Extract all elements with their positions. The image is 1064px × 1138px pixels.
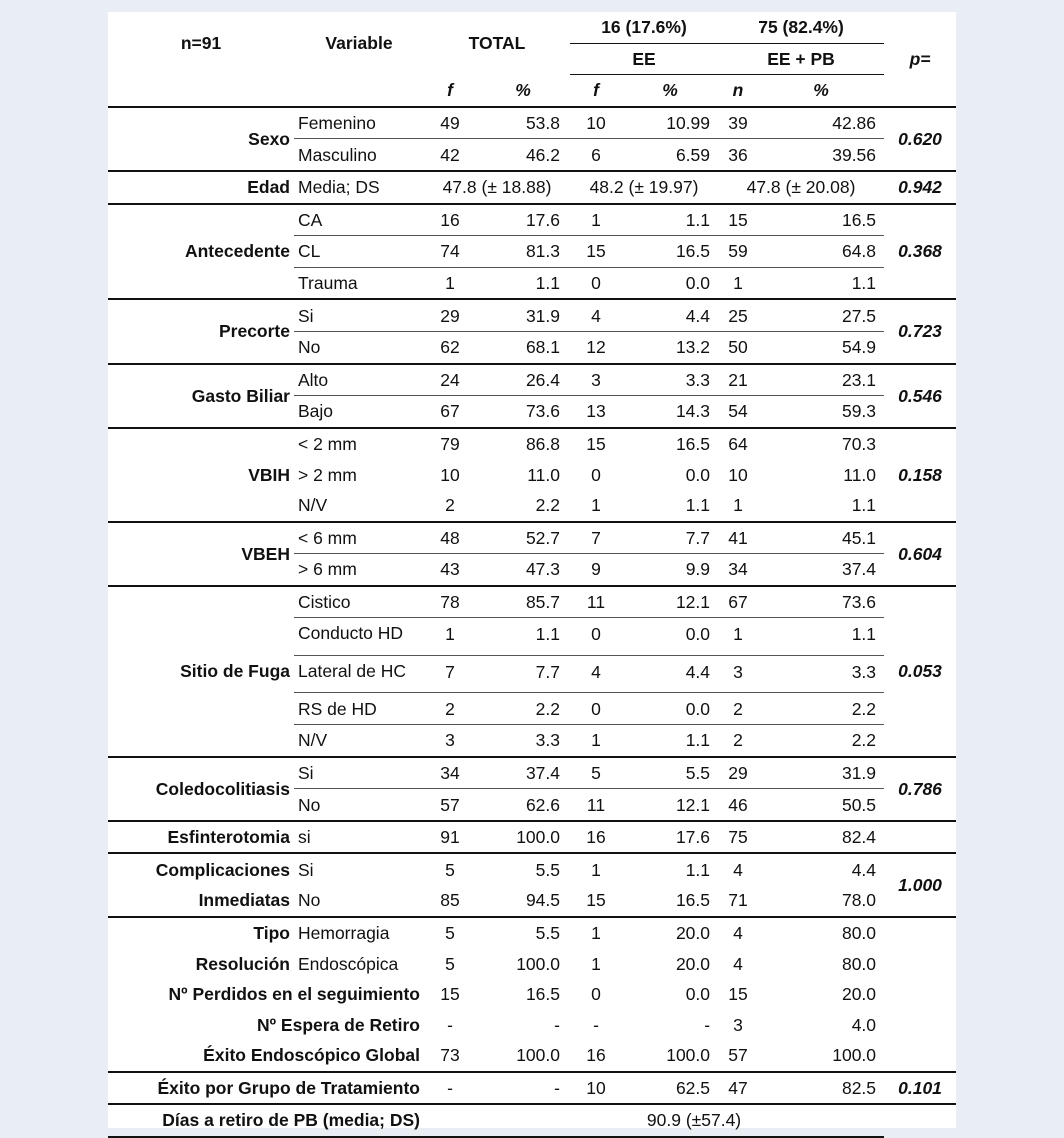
- cell: 62.6: [476, 789, 570, 821]
- var-label: Éxito Endoscópico Global: [203, 1045, 420, 1066]
- cell: 5: [570, 757, 622, 789]
- sub-f2: f: [593, 80, 599, 101]
- var-label: Esfinterotomia: [108, 821, 294, 854]
- cell: 47.8 (± 20.08): [718, 171, 884, 204]
- cell: 5.5: [476, 853, 570, 885]
- cell: 5: [424, 853, 476, 885]
- cell: 34: [718, 554, 758, 586]
- cell: 0.0: [685, 464, 711, 485]
- cat-label: RS de HD: [294, 693, 424, 725]
- cat-label: < 2 mm: [294, 428, 424, 460]
- cell: 85: [440, 890, 460, 911]
- cell: 4: [733, 953, 743, 974]
- cell: 4: [718, 917, 758, 949]
- cell: 2.2: [535, 495, 560, 516]
- cell: 42.86: [758, 107, 884, 139]
- cell: 9: [570, 554, 622, 586]
- cell: 1.1: [622, 725, 718, 757]
- cell: 39.56: [758, 139, 884, 171]
- header-row-1: [108, 12, 956, 43]
- cell: 0.0: [622, 267, 718, 299]
- cell: 5.5: [622, 757, 718, 789]
- cell: 26.4: [476, 364, 570, 396]
- cell: 12.1: [622, 789, 718, 821]
- cell: 34: [424, 757, 476, 789]
- cell: 1.1: [622, 853, 718, 885]
- cell: 64: [718, 428, 758, 460]
- cell: 11.0: [843, 464, 877, 485]
- cell: 50.5: [758, 789, 884, 821]
- cell: 6.59: [622, 139, 718, 171]
- cat-label: No: [294, 789, 424, 821]
- cell: 7.7: [622, 522, 718, 554]
- header-group2-label: EE + PB: [718, 43, 884, 75]
- cell: 15: [440, 984, 460, 1005]
- cell: 64.8: [758, 236, 884, 268]
- cell: 10: [440, 464, 460, 485]
- cell: 59: [718, 236, 758, 268]
- cat-label: Media; DS: [294, 171, 424, 204]
- cell: 100.0: [832, 1045, 877, 1066]
- cell: 2: [718, 725, 758, 757]
- table-row: [108, 853, 956, 885]
- p-value: 0.942: [884, 171, 956, 204]
- cell: -: [424, 1072, 476, 1105]
- cat-label: Conducto HD: [294, 618, 424, 656]
- header-row-3: [108, 75, 956, 107]
- cell: 68.1: [476, 331, 570, 363]
- cell: 49: [424, 107, 476, 139]
- cell: 62: [424, 331, 476, 363]
- cell: 82.5: [758, 1072, 884, 1105]
- cell: 3: [424, 725, 476, 757]
- table-page: [108, 12, 956, 1131]
- cell: 4.0: [851, 1014, 877, 1035]
- results-table: [108, 12, 956, 1138]
- cell: 86.8: [476, 428, 570, 460]
- cell: 73.6: [758, 586, 884, 618]
- cell: 21: [718, 364, 758, 396]
- cell: 62.5: [622, 1072, 718, 1105]
- cell: 11: [570, 586, 622, 618]
- cell: 4: [570, 655, 622, 693]
- cell: 80.0: [841, 953, 877, 974]
- cell: 36: [718, 139, 758, 171]
- cell: 10: [570, 1072, 622, 1105]
- cell: 75: [718, 821, 758, 854]
- cell: 17.6: [622, 821, 718, 854]
- cell: 42: [424, 139, 476, 171]
- cell: 0: [591, 464, 601, 485]
- cell: 3.3: [476, 725, 570, 757]
- table-row: [108, 1009, 956, 1040]
- cell: 12.1: [622, 586, 718, 618]
- cell: 6: [570, 139, 622, 171]
- p-value: 0.620: [884, 107, 956, 171]
- header-n: n=91: [180, 33, 222, 54]
- var-label: Tipo: [108, 917, 294, 949]
- cell: 15: [718, 204, 758, 236]
- cell: 1: [570, 204, 622, 236]
- header-group2-count: 75 (82.4%): [718, 12, 884, 43]
- header-total: TOTAL: [468, 33, 526, 54]
- cat-label: Bajo: [294, 396, 424, 428]
- cell: 10: [570, 107, 622, 139]
- cell: 1: [570, 917, 622, 949]
- cell: 7.7: [476, 655, 570, 693]
- table-row: [108, 757, 956, 789]
- var-label: Complicaciones: [108, 853, 294, 885]
- cat-label: Si: [294, 757, 424, 789]
- cat-label: si: [294, 821, 424, 854]
- p-value: 0.053: [884, 586, 956, 757]
- sub-n3: n: [732, 80, 744, 101]
- cell: 47: [718, 1072, 758, 1105]
- var-label: Edad: [108, 171, 294, 204]
- cell: -: [447, 1014, 453, 1035]
- cell: 10.99: [622, 107, 718, 139]
- var-label: Nº Perdidos en el seguimiento: [168, 984, 420, 1005]
- cell: 48: [424, 522, 476, 554]
- cell: 1.1: [758, 618, 884, 656]
- cell: 11: [570, 789, 622, 821]
- cell: 20.0: [841, 984, 877, 1005]
- cell: 100.0: [516, 953, 560, 974]
- var-label: Días a retiro de PB (media; DS): [108, 1104, 424, 1137]
- cell: 54.9: [758, 331, 884, 363]
- cell: 100.0: [476, 821, 570, 854]
- cell: 0.0: [622, 618, 718, 656]
- cell: 90.9 (±57.4): [570, 1104, 884, 1137]
- cell: -: [476, 1072, 570, 1105]
- cell: 1.1: [851, 495, 877, 516]
- cell: 46: [718, 789, 758, 821]
- cell: 1: [718, 618, 758, 656]
- var-label: Éxito por Grupo de Tratamiento: [108, 1072, 424, 1105]
- cell: 80.0: [758, 917, 884, 949]
- cell: 57: [424, 789, 476, 821]
- cell: 91: [424, 821, 476, 854]
- table-row: [108, 1104, 956, 1137]
- cell: 4: [570, 299, 622, 331]
- cat-label: N/V: [294, 725, 424, 757]
- p-value: 0.101: [884, 1072, 956, 1105]
- cell: 0: [591, 984, 601, 1005]
- cell: 82.4: [758, 821, 884, 854]
- p-value: 0.723: [884, 299, 956, 363]
- cat-label: Si: [294, 853, 424, 885]
- cat-label: No: [298, 890, 321, 911]
- cell: 85.7: [476, 586, 570, 618]
- cat-label: Endoscópica: [298, 953, 399, 974]
- cell: 100.0: [666, 1045, 711, 1066]
- cell: 11.0: [527, 464, 560, 485]
- cell: 16: [586, 1045, 606, 1066]
- cell: 16.5: [758, 204, 884, 236]
- var-label: Gasto Biliar: [108, 364, 294, 428]
- cell: 37.4: [758, 554, 884, 586]
- cell: 16.5: [525, 984, 560, 1005]
- cell: 67: [718, 586, 758, 618]
- cell: 67: [424, 396, 476, 428]
- sub-pct1: %: [515, 80, 531, 101]
- header-group1-label: EE: [570, 43, 718, 75]
- cell: 20.0: [675, 953, 711, 974]
- cell: 94.5: [525, 890, 560, 911]
- cell: 1: [591, 495, 601, 516]
- cat-label: Hemorragia: [294, 917, 424, 949]
- cell: 45.1: [758, 522, 884, 554]
- cell: 81.3: [476, 236, 570, 268]
- cell: 52.7: [476, 522, 570, 554]
- var-label: Precorte: [108, 299, 294, 363]
- cat-label: CA: [294, 204, 424, 236]
- table-row: [108, 522, 956, 554]
- cat-label: Cistico: [294, 586, 424, 618]
- cell: 2: [445, 495, 455, 516]
- cell: 5: [445, 953, 455, 974]
- sub-pct2: %: [662, 80, 678, 101]
- var-label: Nº Espera de Retiro: [257, 1014, 420, 1035]
- cell: 0: [570, 618, 622, 656]
- cell: 16: [424, 204, 476, 236]
- cell: 1: [424, 267, 476, 299]
- cell: 31.9: [476, 299, 570, 331]
- cat-label: > 6 mm: [294, 554, 424, 586]
- cat-label: No: [294, 331, 424, 363]
- cell: 1.1: [476, 618, 570, 656]
- table-row: [108, 1072, 956, 1105]
- table-row: [108, 917, 956, 949]
- cell: 13.2: [622, 331, 718, 363]
- cell: 4: [718, 853, 758, 885]
- cell: 20.0: [622, 917, 718, 949]
- cell: 73: [440, 1045, 460, 1066]
- cell: 78: [424, 586, 476, 618]
- cell: 5: [424, 917, 476, 949]
- p-value: 0.158: [884, 428, 956, 522]
- cell: 1.1: [758, 267, 884, 299]
- cat-label: > 2 mm: [298, 464, 357, 485]
- cell: 79: [424, 428, 476, 460]
- cell: 46.2: [476, 139, 570, 171]
- cell: 1: [570, 725, 622, 757]
- cell: 59.3: [758, 396, 884, 428]
- cell: 78.0: [841, 890, 877, 911]
- cell: 2: [718, 693, 758, 725]
- table-row: [108, 821, 956, 854]
- cell: 3: [733, 1014, 743, 1035]
- cell: 3.3: [622, 364, 718, 396]
- cell: 4.4: [622, 655, 718, 693]
- cat-label: Masculino: [294, 139, 424, 171]
- cell: 16: [570, 821, 622, 854]
- table-row: [108, 364, 956, 396]
- cell: 37.4: [476, 757, 570, 789]
- cell: 43: [424, 554, 476, 586]
- cell: 100.0: [516, 1045, 560, 1066]
- cell: 16.5: [622, 236, 718, 268]
- table-row: [108, 586, 956, 618]
- var-label: VBEH: [108, 522, 294, 586]
- cell: 15: [570, 236, 622, 268]
- sub-pct3: %: [813, 80, 829, 101]
- cell: 1: [718, 267, 758, 299]
- cell: 0: [570, 693, 622, 725]
- cell: 10: [728, 464, 748, 485]
- cell: 14.3: [622, 396, 718, 428]
- cell: 41: [718, 522, 758, 554]
- cat-label: N/V: [298, 495, 328, 516]
- cat-label: Alto: [294, 364, 424, 396]
- table-row: [108, 428, 956, 460]
- cell: 2: [424, 693, 476, 725]
- cell: 29: [718, 757, 758, 789]
- cell: 1: [591, 953, 601, 974]
- var-label: Sexo: [108, 107, 294, 171]
- cat-label: Si: [294, 299, 424, 331]
- cell: 15: [570, 428, 622, 460]
- cell: 4.4: [622, 299, 718, 331]
- cat-label: Lateral de HC: [294, 655, 424, 693]
- p-value: 0.604: [884, 522, 956, 586]
- cell: 70.3: [758, 428, 884, 460]
- var-label: Sitio de Fuga: [108, 586, 294, 757]
- cell: 15: [728, 984, 748, 1005]
- cell: 2.2: [476, 693, 570, 725]
- cell: 1.1: [476, 267, 570, 299]
- table-row: [108, 948, 956, 979]
- cat-label: Trauma: [294, 267, 424, 299]
- table-row: [108, 1040, 956, 1072]
- cell: 50: [718, 331, 758, 363]
- p-value: 0.546: [884, 364, 956, 428]
- cell: 13: [570, 396, 622, 428]
- header-variable: Variable: [325, 33, 393, 54]
- cell: 16.5: [675, 890, 711, 911]
- cell: 15: [586, 890, 606, 911]
- cell: 17.6: [476, 204, 570, 236]
- cell: 1.1: [622, 204, 718, 236]
- cell: 57: [728, 1045, 748, 1066]
- cell: 3.3: [758, 655, 884, 693]
- var-label: Coledocolitiasis: [108, 757, 294, 821]
- cell: 73.6: [476, 396, 570, 428]
- var-label: VBIH: [108, 428, 294, 522]
- cell: 23.1: [758, 364, 884, 396]
- table-row: [108, 299, 956, 331]
- cell: 31.9: [758, 757, 884, 789]
- cell: 48.2 (± 19.97): [570, 171, 718, 204]
- cell: 3: [570, 364, 622, 396]
- cell: 1.1: [685, 495, 711, 516]
- table-row: [108, 204, 956, 236]
- cell: 16.5: [622, 428, 718, 460]
- p-value: 1.000: [884, 853, 956, 916]
- cell: 47.3: [476, 554, 570, 586]
- cell: 74: [424, 236, 476, 268]
- cell: 7: [570, 522, 622, 554]
- cat-label: Femenino: [294, 107, 424, 139]
- cell: 54: [718, 396, 758, 428]
- cell: 25: [718, 299, 758, 331]
- cell: 29: [424, 299, 476, 331]
- cat-label: < 6 mm: [294, 522, 424, 554]
- cell: 39: [718, 107, 758, 139]
- header-p: p=: [909, 48, 931, 69]
- table-row: [108, 979, 956, 1010]
- cell: 0: [570, 267, 622, 299]
- cell: 47.8 (± 18.88): [424, 171, 570, 204]
- cell: 1: [570, 853, 622, 885]
- header-group1-count: 16 (17.6%): [570, 12, 718, 43]
- cell: -: [554, 1014, 560, 1035]
- cell: 7: [424, 655, 476, 693]
- cell: 53.8: [476, 107, 570, 139]
- cell: 1: [733, 495, 743, 516]
- cell: 0.0: [622, 693, 718, 725]
- cell: 4.4: [758, 853, 884, 885]
- cell: 1: [424, 618, 476, 656]
- cell: 2.2: [758, 693, 884, 725]
- cell: 12: [570, 331, 622, 363]
- sub-f1: f: [447, 80, 453, 101]
- cell: 0.0: [685, 984, 711, 1005]
- cell: 5.5: [476, 917, 570, 949]
- cell: 24: [424, 364, 476, 396]
- var-label: Inmediatas: [198, 890, 290, 911]
- cell: 2.2: [758, 725, 884, 757]
- cell: 71: [728, 890, 748, 911]
- cell: -: [704, 1014, 711, 1035]
- cell: 3: [718, 655, 758, 693]
- cat-label: CL: [294, 236, 424, 268]
- cell: 9.9: [622, 554, 718, 586]
- var-label: Antecedente: [108, 204, 294, 300]
- cell: -: [593, 1014, 599, 1035]
- p-value: 0.368: [884, 204, 956, 300]
- table-row: [108, 107, 956, 139]
- cell: 27.5: [758, 299, 884, 331]
- table-row: [108, 171, 956, 204]
- var-label: Resolución: [195, 953, 290, 974]
- table-row: [108, 885, 956, 917]
- p-value: 0.786: [884, 757, 956, 821]
